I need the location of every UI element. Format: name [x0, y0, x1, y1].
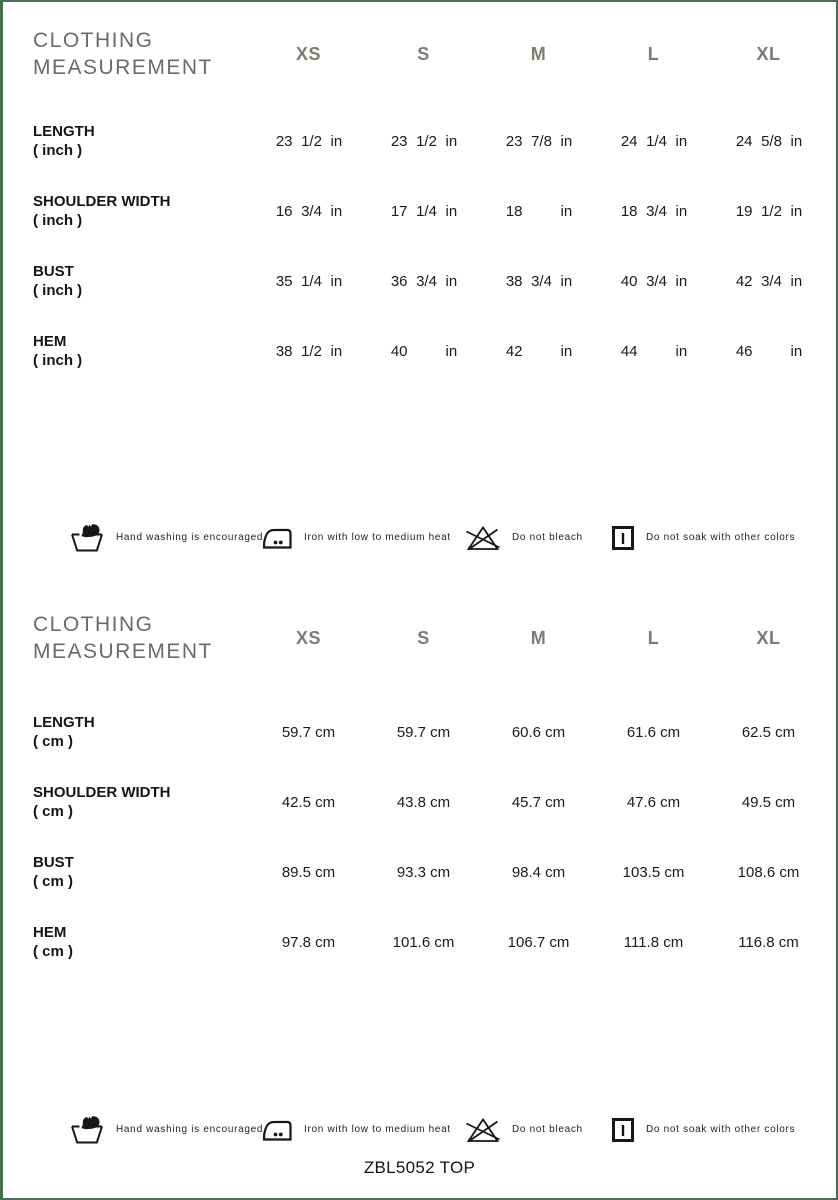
value-fraction: 7/8 — [531, 132, 552, 150]
value-fraction — [753, 343, 791, 360]
cell-bust-xl: 108.6 cm — [737, 863, 800, 881]
value-fraction: 3/4 — [301, 202, 322, 220]
value-fraction: 1/4 — [646, 132, 667, 150]
row-label — [33, 332, 251, 370]
value-unit: in — [790, 342, 803, 360]
value-unit: in — [445, 272, 458, 290]
value-fraction: 3/4 — [646, 202, 667, 220]
care-item-iron — [261, 1117, 465, 1143]
value-whole: 46 — [735, 342, 753, 360]
size-header-l: L — [647, 627, 660, 648]
value-whole: 24 — [735, 132, 753, 150]
value-fraction: 5/8 — [761, 132, 782, 150]
row-label-unit: ( cm ) — [33, 873, 74, 890]
row-label — [33, 192, 251, 230]
cell-shoulder-l — [596, 203, 711, 220]
row-label-name: LENGTH — [33, 123, 95, 140]
care-label: Hand washing is encouraged — [116, 1124, 264, 1135]
care-label: Hand washing is encouraged — [116, 532, 264, 543]
row-label-unit: ( cm ) — [33, 803, 74, 820]
value-whole: 42 — [505, 342, 523, 360]
cell-length-xs — [251, 133, 366, 150]
cell-bust-xl — [711, 273, 826, 290]
value-fraction: 1/2 — [416, 132, 437, 150]
size-header-xs: XS — [295, 627, 321, 648]
cell-length-xl — [711, 133, 826, 150]
value-fraction — [408, 343, 446, 360]
value-unit: in — [560, 202, 573, 220]
value-unit: in — [330, 272, 343, 290]
cell-bust-l: 103.5 cm — [622, 863, 685, 881]
value-unit: in — [675, 202, 688, 220]
cell-bust-s: 93.3 cm — [396, 863, 451, 881]
value-unit: in — [790, 202, 803, 220]
table-row-hem-inch — [3, 324, 836, 378]
hand-wash-icon — [69, 1114, 105, 1145]
hand-wash-icon — [69, 522, 105, 553]
table-title-line2: MEASUREMENT — [33, 56, 213, 79]
cell-length-l: 61.6 cm — [626, 723, 681, 741]
value-fraction — [523, 203, 561, 220]
cell-length-m — [481, 133, 596, 150]
cell-shoulder-m: 45.7 cm — [511, 793, 566, 811]
value-unit: in — [330, 342, 343, 360]
size-header-s: S — [417, 627, 430, 648]
cell-length-xs: 59.7 cm — [281, 723, 336, 741]
row-label — [33, 262, 251, 300]
value-unit: in — [445, 342, 458, 360]
care-item-hand-wash — [69, 1114, 264, 1145]
row-label-unit: ( inch ) — [33, 282, 83, 299]
cell-length-xl: 62.5 cm — [741, 723, 796, 741]
cell-bust-m: 98.4 cm — [511, 863, 566, 881]
value-unit: in — [675, 342, 688, 360]
table-cm-header — [3, 610, 836, 666]
table-row-shoulder-cm — [3, 775, 836, 829]
care-item-do-not-soak — [611, 1117, 821, 1143]
cell-hem-s: 101.6 cm — [392, 933, 455, 951]
row-label-name: SHOULDER WIDTH — [33, 193, 171, 210]
table-row-bust-inch — [3, 254, 836, 308]
row-label — [33, 122, 251, 160]
size-header-s: S — [417, 43, 430, 64]
value-fraction: 3/4 — [416, 272, 437, 290]
cell-hem-xs — [251, 343, 366, 360]
cell-shoulder-s — [366, 203, 481, 220]
row-label-name: HEM — [33, 333, 67, 350]
value-whole: 23 — [275, 132, 293, 150]
value-unit: in — [330, 132, 343, 150]
cell-hem-xs: 97.8 cm — [281, 933, 336, 951]
value-whole: 35 — [275, 272, 293, 290]
row-label — [33, 713, 251, 751]
cell-shoulder-xl: 49.5 cm — [741, 793, 796, 811]
value-fraction: 3/4 — [531, 272, 552, 290]
iron-icon — [261, 525, 293, 551]
iron-icon — [261, 1117, 293, 1143]
cell-bust-s — [366, 273, 481, 290]
size-header-xs: XS — [295, 43, 321, 64]
cell-shoulder-xl — [711, 203, 826, 220]
cell-hem-l: 111.8 cm — [623, 933, 684, 951]
cell-hem-xl — [711, 343, 826, 360]
table-row-length-cm — [3, 705, 836, 759]
value-whole: 40 — [620, 272, 638, 290]
product-code-footer: ZBL5052 TOP — [363, 1158, 476, 1177]
value-fraction — [523, 343, 561, 360]
do-not-bleach-icon — [465, 524, 501, 552]
do-not-bleach-icon — [465, 1116, 501, 1144]
table-row-shoulder-inch — [3, 184, 836, 238]
value-fraction: 1/4 — [301, 272, 322, 290]
do-not-soak-icon — [611, 1117, 635, 1143]
care-label: Do not bleach — [512, 1124, 583, 1135]
table-title-line1: CLOTHING — [33, 613, 154, 636]
row-label-unit: ( inch ) — [33, 352, 83, 369]
cell-shoulder-s: 43.8 cm — [396, 793, 451, 811]
size-header-xl: XL — [756, 627, 781, 648]
care-label: Do not bleach — [512, 532, 583, 543]
care-label: Iron with low to medium heat — [304, 532, 451, 543]
size-header-xl: XL — [756, 43, 781, 64]
cell-bust-xs — [251, 273, 366, 290]
cell-shoulder-m — [481, 203, 596, 220]
care-instructions-row — [3, 1114, 836, 1145]
value-whole: 40 — [390, 342, 408, 360]
cell-shoulder-xs — [251, 203, 366, 220]
care-label: Iron with low to medium heat — [304, 1124, 451, 1135]
row-label-unit: ( cm ) — [33, 943, 74, 960]
row-label — [33, 923, 251, 961]
size-chart-sheet — [3, 2, 836, 1198]
value-whole: 16 — [275, 202, 293, 220]
cell-shoulder-l: 47.6 cm — [626, 793, 681, 811]
row-label-name: SHOULDER WIDTH — [33, 784, 171, 801]
row-label — [33, 783, 251, 821]
value-fraction: 1/2 — [761, 202, 782, 220]
value-unit: in — [445, 132, 458, 150]
value-whole: 36 — [390, 272, 408, 290]
value-whole: 38 — [275, 342, 293, 360]
measurement-table-cm — [3, 610, 836, 985]
cell-bust-l — [596, 273, 711, 290]
cell-bust-xs: 89.5 cm — [281, 863, 336, 881]
value-fraction: 1/2 — [301, 342, 322, 360]
value-whole: 18 — [505, 202, 523, 220]
row-label-unit: ( inch ) — [33, 142, 83, 159]
row-label-name: LENGTH — [33, 714, 95, 731]
row-label-name: BUST — [33, 263, 74, 280]
value-unit: in — [445, 202, 458, 220]
value-whole: 18 — [620, 202, 638, 220]
care-item-iron — [261, 525, 465, 551]
value-fraction: 1/4 — [416, 202, 437, 220]
do-not-soak-icon — [611, 525, 635, 551]
cell-length-m: 60.6 cm — [511, 723, 566, 741]
value-unit: in — [675, 272, 688, 290]
value-fraction: 3/4 — [761, 272, 782, 290]
table-inch-header — [3, 26, 836, 82]
cell-shoulder-xs: 42.5 cm — [281, 793, 336, 811]
size-header-m: M — [530, 43, 547, 64]
value-whole: 23 — [390, 132, 408, 150]
value-fraction: 1/2 — [301, 132, 322, 150]
size-header-l: L — [647, 43, 660, 64]
value-whole: 42 — [735, 272, 753, 290]
cell-hem-m — [481, 343, 596, 360]
cell-hem-m: 106.7 cm — [507, 933, 570, 951]
value-unit: in — [790, 132, 803, 150]
care-item-hand-wash — [69, 522, 264, 553]
cell-length-l — [596, 133, 711, 150]
row-label-name: HEM — [33, 924, 67, 941]
value-unit: in — [560, 272, 573, 290]
table-row-hem-cm — [3, 915, 836, 969]
care-label: Do not soak with other colors — [646, 532, 796, 543]
value-fraction — [638, 343, 676, 360]
value-whole: 24 — [620, 132, 638, 150]
value-whole: 44 — [620, 342, 638, 360]
table-title-line1: CLOTHING — [33, 29, 154, 52]
value-whole: 17 — [390, 202, 408, 220]
care-item-do-not-soak — [611, 525, 821, 551]
cell-hem-l — [596, 343, 711, 360]
cell-bust-m — [481, 273, 596, 290]
cell-hem-s — [366, 343, 481, 360]
value-unit: in — [675, 132, 688, 150]
care-instructions-row — [3, 522, 836, 553]
cell-length-s: 59.7 cm — [396, 723, 451, 741]
care-item-do-not-bleach — [465, 524, 611, 552]
table-title-line2: MEASUREMENT — [33, 640, 213, 663]
care-item-do-not-bleach — [465, 1116, 611, 1144]
value-whole: 38 — [505, 272, 523, 290]
table-title — [33, 611, 251, 665]
row-label-unit: ( cm ) — [33, 733, 74, 750]
value-unit: in — [560, 342, 573, 360]
measurement-table-inch — [3, 26, 836, 394]
table-row-bust-cm — [3, 845, 836, 899]
cell-length-s — [366, 133, 481, 150]
row-label-unit: ( inch ) — [33, 212, 83, 229]
table-row-length-inch — [3, 114, 836, 168]
cell-hem-xl: 116.8 cm — [738, 933, 799, 951]
value-unit: in — [560, 132, 573, 150]
value-unit: in — [790, 272, 803, 290]
care-label: Do not soak with other colors — [646, 1124, 796, 1135]
table-title — [33, 27, 251, 81]
value-whole: 19 — [735, 202, 753, 220]
size-header-m: M — [530, 627, 547, 648]
value-fraction: 3/4 — [646, 272, 667, 290]
row-label — [33, 853, 251, 891]
value-whole: 23 — [505, 132, 523, 150]
row-label-name: BUST — [33, 854, 74, 871]
value-unit: in — [330, 202, 343, 220]
